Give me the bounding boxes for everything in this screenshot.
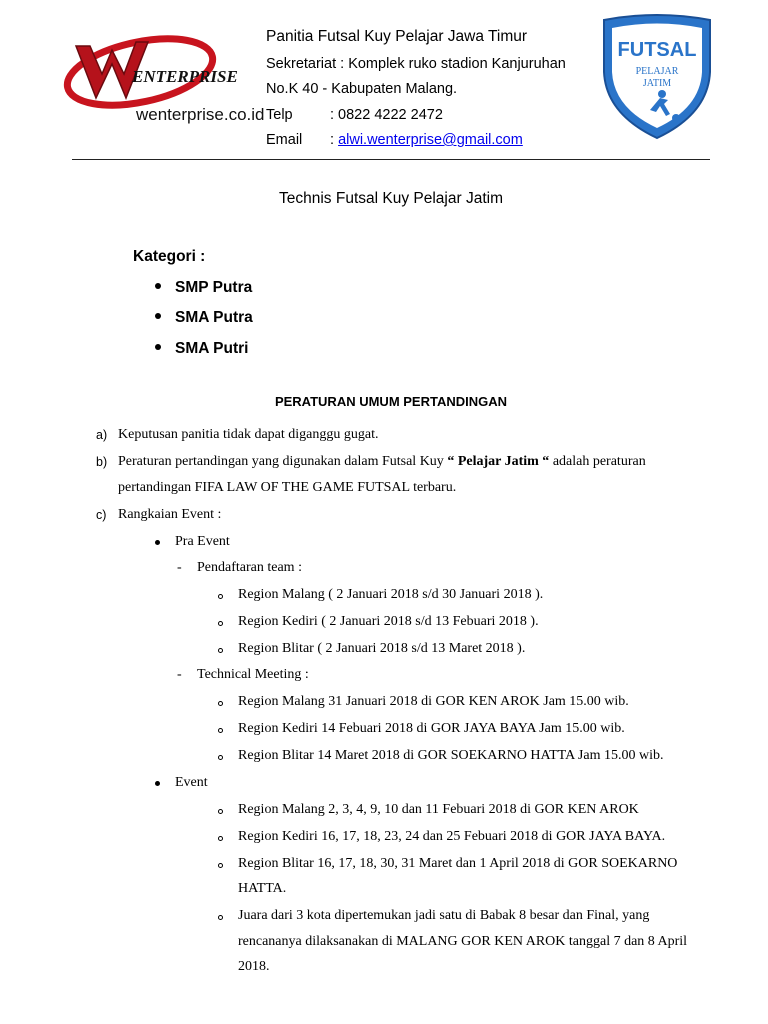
list-item-continued: 2018. — [238, 959, 270, 974]
circle-bullet-icon — [218, 836, 223, 841]
list-item: Juara dari 3 kota dipertemukan jadi satu di Babak 8 besar dan Final, yang — [238, 908, 650, 923]
kategori-item: SMP Putra — [155, 279, 252, 297]
list-item-continued: rencananya dilaksanakan di MALANG GOR KEN AROK tanggal 7 dan 8 April — [238, 934, 688, 949]
kategori-item: SMA Putra — [155, 309, 253, 327]
rule-c-text: Rangkaian Event : — [118, 507, 222, 522]
list-item: Region Blitar ( 2 Januari 2018 s/d 13 Maret 2018 ). — [238, 641, 526, 656]
list-item: Region Kediri 16, 17, 18, 23, 24 dan 25 Febuari 2018 di GOR JAYA BAYA. — [238, 829, 666, 844]
list-item: Region Malang 2, 3, 4, 9, 10 dan 11 Febuari 2018 di GOR KEN AROK — [238, 802, 639, 817]
list-marker: c) — [96, 508, 107, 522]
pendaftaran-label: Pendaftaran team : — [197, 560, 302, 575]
bullet-icon — [155, 283, 161, 289]
enterprise-logo — [62, 28, 267, 128]
list-item: Region Kediri ( 2 Januari 2018 s/d 13 Febuari 2018 ). — [238, 614, 539, 629]
email-label: Email — [266, 132, 303, 148]
technical-label: Technical Meeting : — [197, 667, 309, 682]
section-title: PERATURAN UMUM PERTANDINGAN — [274, 394, 508, 409]
list-marker: a) — [96, 428, 108, 442]
rule-a-text: Keputusan panitia tidak dapat diganggu gugat. — [118, 427, 379, 442]
list-item: Region Blitar 14 Maret 2018 di GOR SOEKARNO HATTA Jam 15.00 wib. — [238, 748, 664, 763]
email-link[interactable]: alwi.wenterprise@gmail.com — [338, 132, 523, 148]
svg-text:JATIM: JATIM — [642, 78, 672, 89]
rule-b-text-line-2: pertandingan FIFA LAW OF THE GAME FUTSAL terbaru. — [118, 480, 457, 495]
circle-bullet-icon — [218, 701, 223, 706]
list-item-continued: HATTA. — [238, 881, 287, 896]
circle-bullet-icon — [218, 621, 223, 626]
bullet-icon — [155, 313, 161, 319]
svg-text:ENTERPRISE: ENTERPRISE — [132, 67, 238, 86]
list-item: Region Kediri 14 Febuari 2018 di GOR JAYA BAYA Jam 15.00 wib. — [238, 721, 625, 736]
circle-bullet-icon — [218, 809, 223, 814]
svg-text:FUTSAL: FUTSAL — [617, 39, 697, 61]
email-prefix: : — [330, 132, 339, 148]
circle-bullet-icon — [218, 863, 223, 868]
event-label: Event — [175, 775, 208, 790]
email-row — [330, 132, 523, 148]
kategori-heading: Kategori : — [133, 248, 206, 265]
circle-bullet-icon — [218, 915, 223, 920]
pra-event-label: Pra Event — [175, 534, 230, 549]
svg-text:PELAJAR: PELAJAR — [635, 66, 679, 77]
committee-title: Panitia Futsal Kuy Pelajar Jawa Timur — [266, 28, 528, 45]
circle-bullet-icon — [218, 594, 223, 599]
telp-value: : 0822 4222 2472 — [330, 107, 443, 123]
circle-bullet-icon — [218, 648, 223, 653]
kategori-item: SMA Putri — [155, 340, 248, 358]
list-item: Region Malang ( 2 Januari 2018 s/d 30 Januari 2018 ). — [238, 587, 544, 602]
header-divider — [72, 159, 710, 160]
dash-marker: - — [177, 667, 182, 682]
document-title: Technis Futsal Kuy Pelajar Jatim — [279, 190, 503, 207]
bullet-icon — [155, 344, 161, 350]
address-line-2: No.K 40 - Kabupaten Malang. — [266, 81, 458, 97]
svg-text:wenterprise.co.id: wenterprise.co.id — [136, 105, 265, 124]
circle-bullet-icon — [218, 728, 223, 733]
bullet-icon — [155, 781, 160, 786]
circle-bullet-icon — [218, 755, 223, 760]
address-line-1: Sekretariat : Komplek ruko stadion Kanjuruhan — [266, 56, 566, 72]
list-item: Region Blitar 16, 17, 18, 30, 31 Maret dan 1 April 2018 di GOR SOEKARNO — [238, 856, 678, 871]
list-marker: b) — [96, 455, 108, 469]
dash-marker: - — [177, 560, 182, 575]
list-item: Region Malang 31 Januari 2018 di GOR KEN AROK Jam 15.00 wib. — [238, 694, 629, 709]
bullet-icon — [155, 540, 160, 545]
futsal-pelajar-jatim-logo — [598, 14, 716, 142]
rule-b-text: Peraturan pertandingan yang digunakan dalam Futsal Kuy “ Pelajar Jatim “ adalah peraturan — [118, 454, 646, 469]
telp-label: Telp — [266, 107, 293, 123]
